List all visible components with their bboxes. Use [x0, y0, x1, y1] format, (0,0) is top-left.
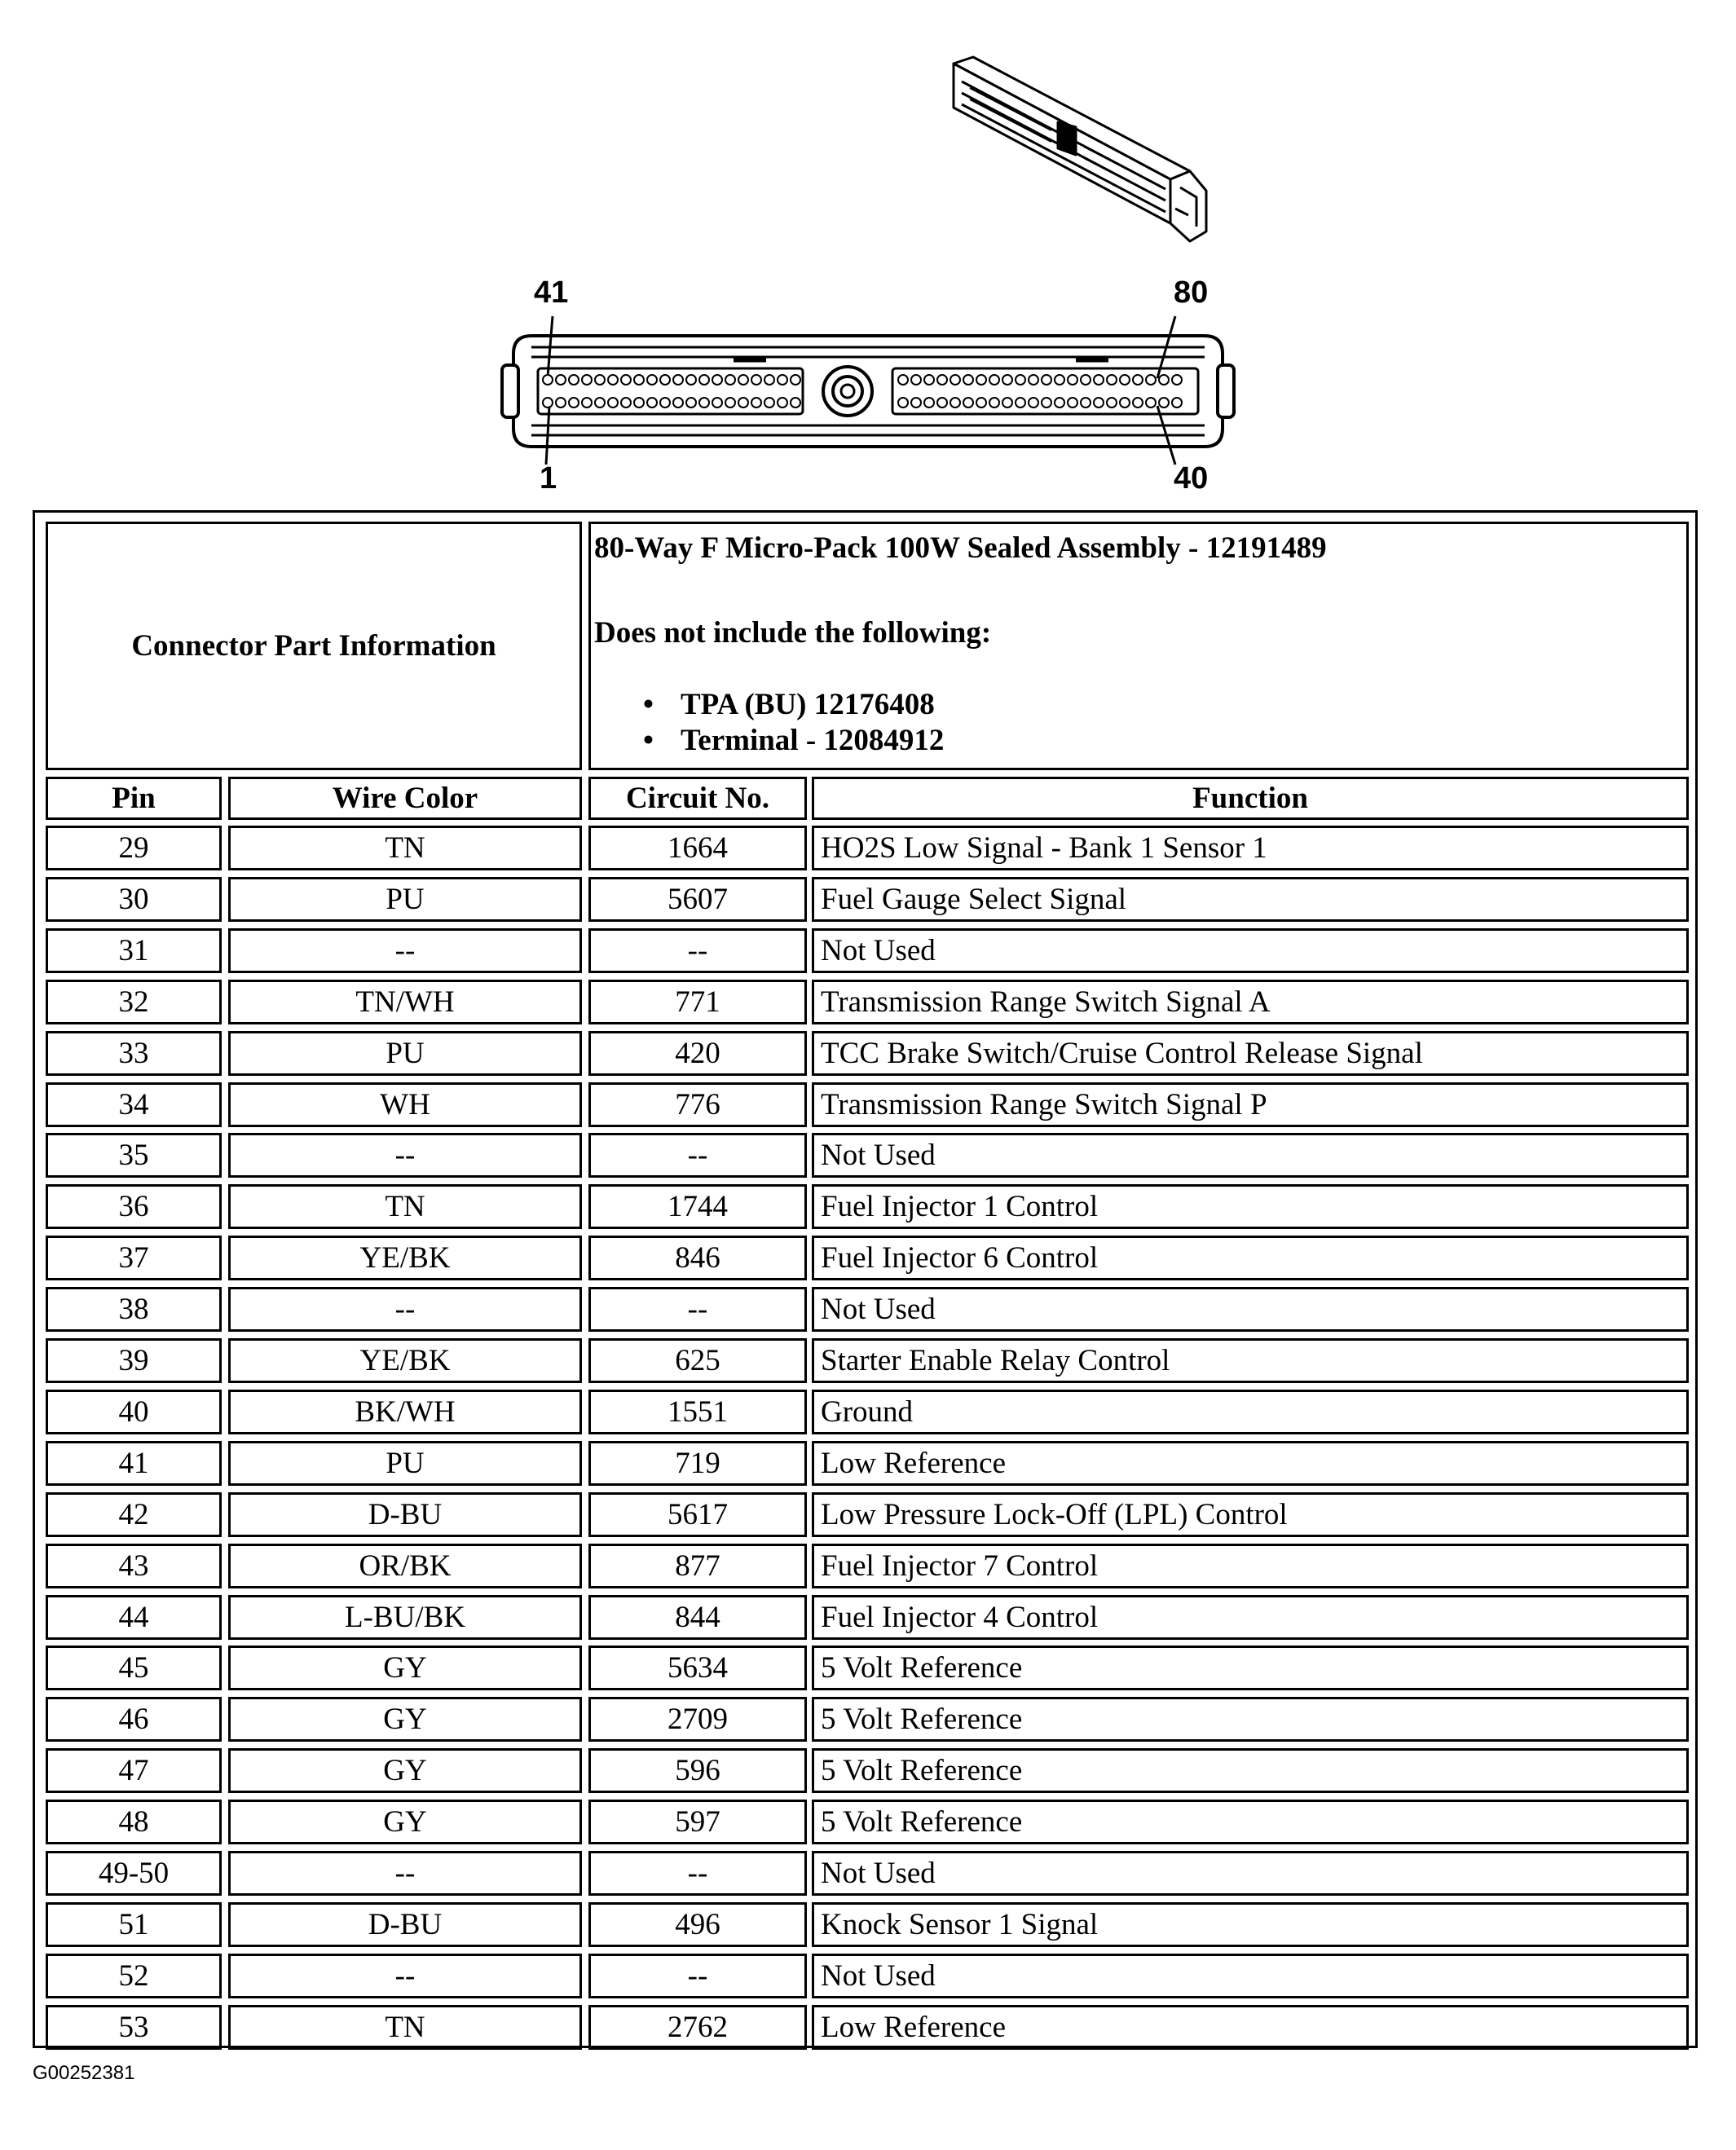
pin-cell: 49-50 — [46, 1851, 222, 1896]
header-function: Function — [812, 777, 1689, 820]
function-cell: Not Used — [812, 1851, 1689, 1896]
wire-color-cell: PU — [228, 1031, 582, 1076]
function-cell: Fuel Injector 4 Control — [812, 1595, 1689, 1640]
wire-color-cell: BK/WH — [228, 1390, 582, 1434]
function-cell: Not Used — [812, 1287, 1689, 1332]
circuit-cell: 877 — [588, 1544, 807, 1588]
wire-color-cell: -- — [228, 1954, 582, 1998]
wire-color-cell: GY — [228, 1800, 582, 1844]
circuit-cell: -- — [588, 928, 807, 973]
pin-label-40: 40 — [1174, 461, 1209, 496]
circuit-cell: -- — [588, 1287, 807, 1332]
wire-color-cell: GY — [228, 1646, 582, 1690]
pin-cell: 31 — [46, 928, 222, 973]
pin-cell: 29 — [46, 826, 222, 870]
function-cell: Fuel Gauge Select Signal — [812, 877, 1689, 922]
circuit-cell: -- — [588, 1133, 807, 1178]
pin-cell: 36 — [46, 1184, 222, 1229]
circuit-cell: 844 — [588, 1595, 807, 1640]
wire-color-cell: -- — [228, 1851, 582, 1896]
function-cell: Not Used — [812, 1954, 1689, 1998]
circuit-cell: 597 — [588, 1800, 807, 1844]
excludes-item: • Terminal - 12084912 — [643, 723, 944, 759]
circuit-cell: 2762 — [588, 2005, 807, 2050]
function-cell: Low Pressure Lock-Off (LPL) Control — [812, 1492, 1689, 1537]
wire-color-cell: TN/WH — [228, 980, 582, 1024]
circuit-cell: 5607 — [588, 877, 807, 922]
pin-cell: 32 — [46, 980, 222, 1024]
function-cell: Not Used — [812, 1133, 1689, 1178]
circuit-cell: 2709 — [588, 1697, 807, 1742]
wire-color-cell: GY — [228, 1697, 582, 1742]
pin-cell: 30 — [46, 877, 222, 922]
circuit-cell: 771 — [588, 980, 807, 1024]
pin-cell: 47 — [46, 1748, 222, 1793]
circuit-cell: 5617 — [588, 1492, 807, 1537]
function-cell: Not Used — [812, 928, 1689, 973]
pin-cell: 39 — [46, 1338, 222, 1383]
function-cell: Fuel Injector 6 Control — [812, 1236, 1689, 1280]
wire-color-cell: WH — [228, 1082, 582, 1127]
wire-color-cell: YE/BK — [228, 1338, 582, 1383]
circuit-cell: 846 — [588, 1236, 807, 1280]
circuit-cell: 420 — [588, 1031, 807, 1076]
wire-color-cell: PU — [228, 877, 582, 922]
wire-color-cell: D-BU — [228, 1492, 582, 1537]
function-cell: 5 Volt Reference — [812, 1697, 1689, 1742]
connector-face-view — [489, 269, 1247, 505]
function-cell: HO2S Low Signal - Bank 1 Sensor 1 — [812, 826, 1689, 870]
pin-cell: 48 — [46, 1800, 222, 1844]
function-cell: Knock Sensor 1 Signal — [812, 1902, 1689, 1947]
pin-cell: 33 — [46, 1031, 222, 1076]
connector-isometric-drawing — [921, 49, 1231, 261]
circuit-cell: 776 — [588, 1082, 807, 1127]
wire-color-cell: TN — [228, 2005, 582, 2050]
pin-cell: 45 — [46, 1646, 222, 1690]
pin-cell: 35 — [46, 1133, 222, 1178]
pin-cell: 37 — [46, 1236, 222, 1280]
wire-color-cell: TN — [228, 826, 582, 870]
circuit-cell: 5634 — [588, 1646, 807, 1690]
pin-cell: 41 — [46, 1441, 222, 1486]
part-info-detail — [588, 522, 1689, 770]
circuit-cell: 1744 — [588, 1184, 807, 1229]
circuit-cell: -- — [588, 1851, 807, 1896]
function-cell: Transmission Range Switch Signal A — [812, 980, 1689, 1024]
excludes-list — [643, 687, 944, 759]
wire-color-cell: TN — [228, 1184, 582, 1229]
function-cell: Starter Enable Relay Control — [812, 1338, 1689, 1383]
pin-cell: 53 — [46, 2005, 222, 2050]
function-cell: Ground — [812, 1390, 1689, 1434]
wire-color-cell: D-BU — [228, 1902, 582, 1947]
wire-color-cell: -- — [228, 1287, 582, 1332]
pin-label-41: 41 — [534, 275, 569, 310]
pin-label-1: 1 — [540, 461, 557, 496]
function-cell: 5 Volt Reference — [812, 1800, 1689, 1844]
pin-label-80: 80 — [1174, 275, 1209, 310]
wire-color-cell: -- — [228, 1133, 582, 1178]
part-info-label: Connector Part Information — [46, 522, 582, 770]
wire-color-cell: L-BU/BK — [228, 1595, 582, 1640]
wire-color-cell: OR/BK — [228, 1544, 582, 1588]
function-cell: Low Reference — [812, 2005, 1689, 2050]
function-cell: Low Reference — [812, 1441, 1689, 1486]
circuit-cell: 1551 — [588, 1390, 807, 1434]
pin-cell: 46 — [46, 1697, 222, 1742]
assembly-name: 80-Way F Micro-Pack 100W Sealed Assembly - 12191489 — [594, 531, 1327, 565]
excludes-item: • TPA (BU) 12176408 — [643, 687, 944, 723]
function-cell: Transmission Range Switch Signal P — [812, 1082, 1689, 1127]
wire-color-cell: GY — [228, 1748, 582, 1793]
function-cell: 5 Volt Reference — [812, 1646, 1689, 1690]
pin-cell: 52 — [46, 1954, 222, 1998]
circuit-cell: 1664 — [588, 826, 807, 870]
pin-cell: 42 — [46, 1492, 222, 1537]
function-cell: 5 Volt Reference — [812, 1748, 1689, 1793]
wire-color-cell: YE/BK — [228, 1236, 582, 1280]
circuit-cell: -- — [588, 1954, 807, 1998]
pin-cell: 44 — [46, 1595, 222, 1640]
function-cell: TCC Brake Switch/Cruise Control Release Signal — [812, 1031, 1689, 1076]
circuit-cell: 496 — [588, 1902, 807, 1947]
function-cell: Fuel Injector 1 Control — [812, 1184, 1689, 1229]
circuit-cell: 719 — [588, 1441, 807, 1486]
header-wire-color: Wire Color — [228, 777, 582, 820]
function-cell: Fuel Injector 7 Control — [812, 1544, 1689, 1588]
header-pin: Pin — [46, 777, 222, 820]
excludes-heading: Does not include the following: — [594, 616, 992, 650]
pin-cell: 51 — [46, 1902, 222, 1947]
pin-cell: 34 — [46, 1082, 222, 1127]
figure-code: G00252381 — [33, 2062, 135, 2084]
wire-color-cell: -- — [228, 928, 582, 973]
wire-color-cell: PU — [228, 1441, 582, 1486]
header-circuit: Circuit No. — [588, 777, 807, 820]
pin-cell: 38 — [46, 1287, 222, 1332]
pin-cell: 40 — [46, 1390, 222, 1434]
pin-cell: 43 — [46, 1544, 222, 1588]
circuit-cell: 625 — [588, 1338, 807, 1383]
circuit-cell: 596 — [588, 1748, 807, 1793]
